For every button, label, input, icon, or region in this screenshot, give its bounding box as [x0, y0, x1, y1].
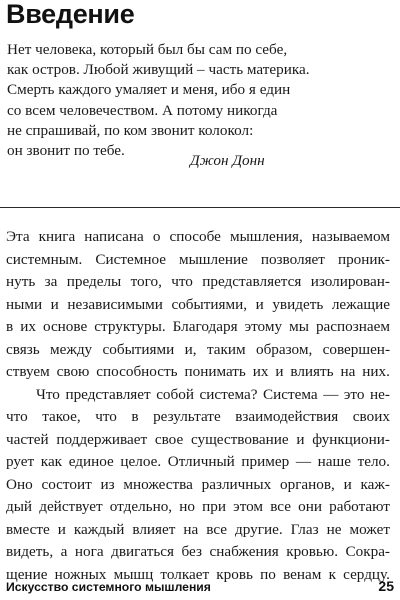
body-word: собой: [156, 385, 194, 403]
body-word: Система: [263, 385, 318, 403]
body-word: и,: [184, 340, 197, 358]
body-word: толкает: [160, 565, 210, 583]
body-word: событиями,: [171, 295, 248, 313]
body-word: о: [152, 228, 161, 245]
chapter-title: Введение: [6, 0, 135, 29]
body-word: между: [49, 340, 93, 358]
body-word: позволяет: [260, 250, 325, 268]
body-word: венам: [283, 565, 322, 583]
body-word: образом,: [255, 340, 313, 358]
epigraph-line: Смерть каждого умаляет и меня, ибо я един: [7, 81, 291, 99]
body-word: этому: [244, 318, 283, 335]
body-word: их: [20, 318, 36, 335]
body-word: своих: [352, 408, 390, 425]
epigraph-line: не спрашивай, по ком звонит колокол:: [7, 121, 254, 139]
body-word: работают: [329, 498, 390, 515]
body-word: Отличный: [167, 453, 235, 470]
body-line: [6, 316, 390, 339]
epigraph: [7, 40, 367, 161]
body-line: [6, 384, 390, 407]
body-word: что: [171, 273, 193, 290]
body-word: нуть: [6, 273, 36, 290]
body-word: их: [252, 363, 269, 380]
body-word: этом: [233, 498, 264, 515]
body-word: тело.: [357, 453, 390, 470]
body-word: различных: [201, 475, 272, 493]
body-word: может: [349, 520, 390, 538]
body-word: связь: [6, 340, 40, 358]
body-line: [6, 406, 390, 429]
body-line: [6, 249, 390, 272]
body-word: частей: [6, 430, 49, 448]
body-word: по: [260, 565, 276, 583]
body-word: Благодаря: [172, 318, 238, 335]
body-word: на: [183, 520, 199, 538]
body-line: [6, 271, 390, 294]
body-line: [6, 361, 390, 384]
body-word: написана: [84, 228, 144, 245]
body-line: [6, 519, 390, 542]
body-word: независимыми: [67, 295, 163, 313]
body-word: свое: [154, 430, 184, 448]
body-word: целое.: [120, 453, 162, 470]
body-word: они: [298, 498, 322, 515]
body-word: при: [202, 498, 227, 515]
body-line: [6, 541, 390, 564]
body-line: [6, 429, 390, 452]
epigraph-line: как остров. Любой живущий – часть материка.: [7, 61, 310, 79]
body-word: результате: [153, 408, 221, 425]
body-word: Сокра-: [345, 543, 390, 560]
body-line: [6, 339, 390, 362]
body-line: [6, 474, 390, 497]
body-word: к: [328, 565, 336, 583]
body-word: и: [50, 295, 59, 313]
body-word: из: [100, 475, 115, 493]
epigraph-line: он звонит по тебе.: [7, 142, 125, 160]
body-word: пределы: [66, 273, 122, 290]
body-word: щение: [6, 565, 48, 583]
body-word: влиять: [290, 363, 334, 380]
body-word: органов,: [280, 475, 335, 493]
epigraph-line: со всем человечеством. А потому никогда: [7, 101, 278, 119]
body-word: основе: [42, 318, 88, 335]
body-word: свою: [56, 363, 90, 380]
body-word: рует: [6, 453, 35, 470]
body-word: за: [44, 273, 58, 290]
body-word: поддерживает: [56, 430, 148, 448]
body-word: такое,: [42, 408, 81, 425]
body-word: влияет: [132, 520, 176, 538]
running-footer-title: Искусство системного мышления: [6, 580, 211, 594]
body-word: каж-: [360, 475, 390, 493]
body-word: двигаться: [111, 543, 174, 560]
body-word: все: [270, 498, 291, 515]
body-word: и: [296, 430, 305, 448]
body-word: ствуем: [6, 363, 50, 380]
body-word: снабжения: [209, 543, 279, 560]
body-word: и: [275, 363, 284, 380]
body-word: наше: [317, 453, 351, 470]
body-word: мы: [289, 318, 309, 335]
body-text: [6, 226, 390, 586]
body-word: называемом: [311, 228, 390, 245]
body-word: таким: [206, 340, 246, 358]
body-word: другие.: [235, 520, 283, 538]
body-word: Что: [36, 385, 60, 403]
body-word: состоит: [41, 475, 92, 493]
body-word: способе: [169, 228, 221, 245]
body-word: видеть,: [6, 543, 54, 560]
body-word: все: [206, 520, 228, 538]
body-word: распознаем: [315, 318, 390, 335]
body-word: это: [343, 385, 365, 403]
body-word: в: [6, 318, 14, 335]
body-line: [6, 496, 390, 519]
body-word: мышление: [178, 250, 248, 268]
body-word: изолирован-: [310, 273, 390, 290]
body-word: ными: [6, 295, 43, 313]
body-word: не-: [370, 385, 390, 403]
body-word: кровью.: [286, 543, 338, 560]
body-word: представляется: [202, 273, 302, 290]
body-word: отдельно,: [109, 498, 173, 515]
body-word: единое: [68, 453, 114, 470]
body-word: и: [57, 520, 66, 538]
body-word: Эта: [6, 228, 30, 245]
body-word: нога: [74, 543, 104, 560]
body-word: Оно: [6, 475, 33, 493]
body-word: что: [95, 408, 117, 425]
body-word: функциони-: [312, 430, 390, 448]
body-line: [6, 294, 390, 317]
body-word: представляет: [65, 385, 151, 403]
body-word: и: [343, 475, 352, 493]
body-word: пример: [241, 453, 290, 470]
epigraph-author: Джон Донн: [190, 152, 265, 169]
body-word: того,: [130, 273, 162, 290]
body-word: каждый: [73, 520, 125, 538]
body-word: что: [6, 408, 28, 425]
body-word: на: [340, 363, 356, 380]
page-number: 25: [378, 578, 394, 594]
body-word: а: [60, 543, 68, 560]
body-word: Глаз: [290, 520, 319, 538]
body-word: множества: [123, 475, 193, 493]
body-word: но: [179, 498, 195, 515]
body-word: Системное: [95, 250, 166, 268]
body-word: совершен-: [322, 340, 390, 358]
body-word: сердцу.: [343, 565, 390, 583]
body-word: действует: [39, 498, 103, 515]
body-word: система?: [199, 385, 258, 403]
body-word: как: [40, 453, 63, 470]
body-word: событиями: [102, 340, 175, 358]
body-word: книга: [38, 228, 76, 245]
body-word: мышц: [113, 565, 154, 583]
body-word: мышления,: [229, 228, 303, 245]
body-word: без: [181, 543, 202, 560]
epigraph-line: Нет человека, который был бы сам по себе,: [7, 41, 288, 58]
body-word: —: [295, 453, 312, 470]
body-word: кровь: [216, 565, 253, 583]
body-word: системным.: [6, 250, 83, 268]
body-word: не: [326, 520, 342, 538]
body-word: ножных: [54, 565, 107, 583]
body-word: —: [323, 385, 339, 403]
body-word: структуры.: [94, 318, 166, 335]
body-word: способность: [96, 363, 178, 380]
body-word: и: [255, 295, 264, 313]
body-word: взаимодействия: [235, 408, 339, 425]
body-line: [6, 451, 390, 474]
body-line: [6, 226, 390, 249]
body-word: в: [131, 408, 139, 425]
body-word: них.: [362, 363, 390, 380]
body-word: лежащие: [331, 295, 390, 313]
body-word: существование: [190, 430, 289, 448]
section-divider: [0, 207, 400, 208]
body-word: дый: [6, 498, 33, 515]
body-word: понимать: [184, 363, 246, 380]
body-word: вместе: [6, 520, 50, 538]
body-word: увидеть: [272, 295, 324, 313]
body-word: проник-: [337, 250, 390, 268]
